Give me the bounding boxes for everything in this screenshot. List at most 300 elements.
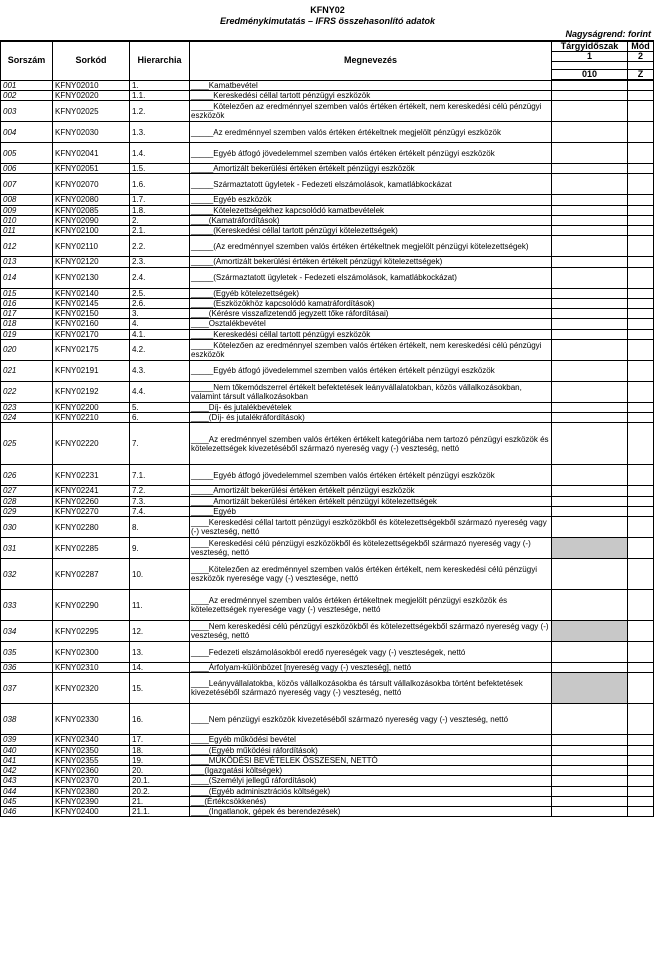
table-row — [1, 766, 654, 776]
row-hierarchia: 11. — [130, 590, 190, 621]
table-row — [1, 796, 654, 806]
row-value-cell[interactable] — [552, 164, 628, 174]
row-value-cell[interactable] — [552, 174, 628, 195]
table-row — [1, 673, 654, 704]
row-hierarchia: 7.3. — [130, 496, 190, 506]
table-row — [1, 195, 654, 205]
row-hierarchia: 1.5. — [130, 164, 190, 174]
table-row — [1, 402, 654, 412]
row-mode-cell[interactable] — [628, 538, 654, 559]
row-sorszam: 016 — [1, 298, 53, 308]
row-value-cell[interactable] — [552, 267, 628, 288]
row-hierarchia: 21.1. — [130, 807, 190, 817]
row-sorkod: KFNY02241 — [53, 486, 130, 496]
row-mode-cell[interactable] — [628, 413, 654, 423]
row-sorkod: KFNY02175 — [53, 339, 130, 360]
row-value-cell[interactable] — [552, 755, 628, 765]
row-hierarchia: 9. — [130, 538, 190, 559]
header-col-number-2: 2 — [628, 52, 654, 62]
table-row — [1, 143, 654, 164]
row-mode-cell[interactable] — [628, 215, 654, 225]
row-sorszam: 015 — [1, 288, 53, 298]
row-sorkod: KFNY02030 — [53, 122, 130, 143]
report-subtitle: Eredménykimutatás – IFRS összehasonlító adatok — [219, 16, 436, 26]
row-megnevezes: _____Származtatott ügyletek - Fedezeti elszámolások, kamatlábkockázat — [190, 174, 552, 195]
row-megnevezes: _____(Kereskedési céllal tartott pénzügyi kötelezettségek) — [190, 226, 552, 236]
row-value-cell[interactable] — [552, 143, 628, 164]
row-sorszam: 044 — [1, 786, 53, 796]
row-megnevezes: _____Kereskedési céllal tartott pénzügyi eszközök — [190, 90, 552, 100]
row-hierarchia: 1.6. — [130, 174, 190, 195]
row-mode-cell[interactable] — [628, 590, 654, 621]
table-row — [1, 205, 654, 215]
row-mode-cell[interactable] — [628, 704, 654, 735]
row-value-cell[interactable] — [552, 329, 628, 339]
row-megnevezes: _____Kötelezően az eredménnyel szemben valós értéken értékelt, nem kereskedési célú pénzügyi eszközök — [190, 339, 552, 360]
row-mode-cell[interactable] — [628, 381, 654, 402]
row-value-cell[interactable] — [552, 796, 628, 806]
row-mode-cell[interactable] — [628, 298, 654, 308]
row-mode-cell[interactable] — [628, 735, 654, 745]
row-value-cell[interactable] — [552, 381, 628, 402]
table-row — [1, 236, 654, 257]
row-sorkod: KFNY02090 — [53, 215, 130, 225]
row-mode-cell[interactable] — [628, 663, 654, 673]
row-mode-cell[interactable] — [628, 80, 654, 90]
row-hierarchia: 2.5. — [130, 288, 190, 298]
row-megnevezes: ___(Igazgatási költségek) — [190, 766, 552, 776]
row-sorszam: 046 — [1, 807, 53, 817]
row-mode-cell[interactable] — [628, 174, 654, 195]
row-mode-cell[interactable] — [628, 807, 654, 817]
row-sorszam: 026 — [1, 465, 53, 486]
row-value-cell[interactable] — [552, 80, 628, 90]
row-sorszam: 033 — [1, 590, 53, 621]
table-row — [1, 786, 654, 796]
row-value-cell[interactable] — [552, 413, 628, 423]
row-sorszam: 021 — [1, 360, 53, 381]
row-megnevezes: ____(Kamatráfordítások) — [190, 215, 552, 225]
table-row — [1, 174, 654, 195]
row-mode-cell[interactable] — [628, 257, 654, 267]
row-hierarchia: 6. — [130, 413, 190, 423]
header-targyidoszak: Tárgyidőszak — [552, 41, 628, 52]
table-row — [1, 80, 654, 90]
row-hierarchia: 10. — [130, 559, 190, 590]
row-megnevezes: ____Egyéb működési bevétel — [190, 735, 552, 745]
row-sorkod: KFNY02110 — [53, 236, 130, 257]
header-mod: Mód — [628, 41, 654, 52]
row-sorszam: 013 — [1, 257, 53, 267]
table-row — [1, 298, 654, 308]
row-sorkod: KFNY02355 — [53, 755, 130, 765]
row-value-cell[interactable] — [552, 423, 628, 465]
row-mode-cell[interactable] — [628, 796, 654, 806]
row-sorkod: KFNY02350 — [53, 745, 130, 755]
table-row — [1, 267, 654, 288]
row-hierarchia: 20. — [130, 766, 190, 776]
row-value-cell[interactable] — [552, 298, 628, 308]
row-sorszam: 041 — [1, 755, 53, 765]
table-row — [1, 807, 654, 817]
row-megnevezes: _____Amortizált bekerülési értéken értékelt pénzügyi eszközök — [190, 486, 552, 496]
row-mode-cell[interactable] — [628, 673, 654, 704]
row-sorszam: 036 — [1, 663, 53, 673]
row-mode-cell[interactable] — [628, 267, 654, 288]
row-megnevezes: ____Kötelezően az eredménnyel szemben valós értéken értékelt, nem kereskedési célú pénzügyi eszközök nyeresége vagy (-) vesztesége, nettó — [190, 559, 552, 590]
row-sorkod: KFNY02010 — [53, 80, 130, 90]
row-sorszam: 023 — [1, 402, 53, 412]
row-sorkod: KFNY02210 — [53, 413, 130, 423]
row-sorszam: 002 — [1, 90, 53, 100]
row-mode-cell[interactable] — [628, 309, 654, 319]
row-value-cell[interactable] — [552, 122, 628, 143]
row-hierarchia: 14. — [130, 663, 190, 673]
row-mode-cell[interactable] — [628, 506, 654, 516]
row-megnevezes: ____MŰKÖDÉSI BEVÉTELEK ÖSSZESEN, NETTÓ — [190, 755, 552, 765]
row-mode-cell[interactable] — [628, 786, 654, 796]
row-hierarchia: 17. — [130, 735, 190, 745]
table-row — [1, 215, 654, 225]
table-row — [1, 339, 654, 360]
row-sorszam: 024 — [1, 413, 53, 423]
row-value-cell[interactable] — [552, 786, 628, 796]
row-sorszam: 038 — [1, 704, 53, 735]
row-sorkod: KFNY02041 — [53, 143, 130, 164]
row-value-cell[interactable] — [552, 559, 628, 590]
row-sorkod: KFNY02300 — [53, 642, 130, 663]
row-sorkod: KFNY02400 — [53, 807, 130, 817]
row-value-cell[interactable] — [552, 309, 628, 319]
header-spacer-1 — [552, 62, 628, 70]
row-value-cell[interactable] — [552, 506, 628, 516]
table-row — [1, 663, 654, 673]
row-megnevezes: ____(Egyéb adminisztrációs költségek) — [190, 786, 552, 796]
row-megnevezes: ____Nem kereskedési célú pénzügyi eszközökből és kötelezettségekből származó nyereség vagy (-) veszteség, nettó — [190, 621, 552, 642]
row-sorkod: KFNY02295 — [53, 621, 130, 642]
row-megnevezes: ____Kereskedési célú pénzügyi eszközökből és kötelezettségekből származó nyereség vagy (-) veszteség, nettó — [190, 538, 552, 559]
row-megnevezes: _____(Eszközökhöz kapcsolódó kamatráfordítások) — [190, 298, 552, 308]
row-value-cell[interactable] — [552, 642, 628, 663]
row-mode-cell[interactable] — [628, 402, 654, 412]
row-sorszam: 031 — [1, 538, 53, 559]
row-sorkod: KFNY02220 — [53, 423, 130, 465]
row-hierarchia: 7.1. — [130, 465, 190, 486]
row-sorkod: KFNY02310 — [53, 663, 130, 673]
table-row — [1, 257, 654, 267]
row-megnevezes: ____(Kérésre visszafizetendő jegyzett tőke ráfordításai) — [190, 309, 552, 319]
table-row — [1, 486, 654, 496]
row-value-cell[interactable] — [552, 673, 628, 704]
row-value-cell[interactable] — [552, 486, 628, 496]
row-mode-cell[interactable] — [628, 642, 654, 663]
table-header — [1, 41, 654, 80]
report-title: KFNY02 — [310, 5, 345, 15]
row-value-cell[interactable] — [552, 226, 628, 236]
row-megnevezes: _____Kötelezettségekhez kapcsolódó kamatbevételek — [190, 205, 552, 215]
row-megnevezes: _____Egyéb átfogó jövedelemmel szemben valós értéken értékelt pénzügyi eszközök — [190, 360, 552, 381]
report-table — [0, 40, 654, 817]
table-row — [1, 465, 654, 486]
row-sorkod: KFNY02100 — [53, 226, 130, 236]
row-sorkod: KFNY02330 — [53, 704, 130, 735]
row-mode-cell[interactable] — [628, 766, 654, 776]
row-megnevezes: ____(Ingatlanok, gépek és berendezések) — [190, 807, 552, 817]
table-row — [1, 164, 654, 174]
row-mode-cell[interactable] — [628, 90, 654, 100]
header-sorszam: Sorszám — [1, 41, 53, 80]
row-megnevezes: _____Egyéb átfogó jövedelemmel szemben valós értéken értékelt pénzügyi eszközök — [190, 465, 552, 486]
row-sorszam: 019 — [1, 329, 53, 339]
row-value-cell[interactable] — [552, 766, 628, 776]
row-sorkod: KFNY02051 — [53, 164, 130, 174]
row-value-cell[interactable] — [552, 517, 628, 538]
row-sorszam: 043 — [1, 776, 53, 786]
row-mode-cell[interactable] — [628, 195, 654, 205]
row-sorszam: 040 — [1, 745, 53, 755]
row-mode-cell[interactable] — [628, 205, 654, 215]
row-hierarchia: 2.1. — [130, 226, 190, 236]
row-mode-cell[interactable] — [628, 122, 654, 143]
table-row — [1, 776, 654, 786]
row-mode-cell[interactable] — [628, 339, 654, 360]
row-value-cell[interactable] — [552, 339, 628, 360]
header-col-code-2: Z — [628, 70, 654, 81]
row-hierarchia: 13. — [130, 642, 190, 663]
row-value-cell[interactable] — [552, 288, 628, 298]
table-row — [1, 755, 654, 765]
row-sorszam: 034 — [1, 621, 53, 642]
row-mode-cell[interactable] — [628, 329, 654, 339]
row-sorszam: 020 — [1, 339, 53, 360]
row-sorszam: 037 — [1, 673, 53, 704]
row-sorkod: KFNY02145 — [53, 298, 130, 308]
row-mode-cell[interactable] — [628, 423, 654, 465]
row-megnevezes: ____Az eredménnyel szemben valós értéken értékelt kategóriába nem tartozó pénzügyi eszközök és kötelezettségek kivezetéséből származó nyereség vagy (-) veszteség, nettó — [190, 423, 552, 465]
row-value-cell[interactable] — [552, 776, 628, 786]
row-value-cell[interactable] — [552, 465, 628, 486]
row-mode-cell[interactable] — [628, 226, 654, 236]
table-row — [1, 90, 654, 100]
unit-note: Nagyságrend: forint — [565, 29, 651, 39]
row-hierarchia: 7.2. — [130, 486, 190, 496]
row-sorszam: 030 — [1, 517, 53, 538]
table-row — [1, 704, 654, 735]
row-value-cell[interactable] — [552, 257, 628, 267]
row-sorszam: 027 — [1, 486, 53, 496]
row-value-cell[interactable] — [552, 236, 628, 257]
table-row — [1, 621, 654, 642]
row-mode-cell[interactable] — [628, 755, 654, 765]
row-sorkod: KFNY02085 — [53, 205, 130, 215]
row-sorszam: 039 — [1, 735, 53, 745]
row-value-cell[interactable] — [552, 319, 628, 329]
row-mode-cell[interactable] — [628, 517, 654, 538]
row-hierarchia: 1.3. — [130, 122, 190, 143]
table-row — [1, 590, 654, 621]
table-row — [1, 506, 654, 516]
row-sorszam: 035 — [1, 642, 53, 663]
row-hierarchia: 2.4. — [130, 267, 190, 288]
row-megnevezes: ____Kamatbevétel — [190, 80, 552, 90]
row-value-cell[interactable] — [552, 360, 628, 381]
table-row — [1, 122, 654, 143]
row-mode-cell[interactable] — [628, 745, 654, 755]
row-value-cell[interactable] — [552, 704, 628, 735]
table-row — [1, 226, 654, 236]
row-sorszam: 001 — [1, 80, 53, 90]
row-megnevezes: _____Az eredménnyel szemben valós értéken értékeltnek megjelölt pénzügyi eszközök — [190, 122, 552, 143]
row-sorszam: 012 — [1, 236, 53, 257]
row-sorszam: 009 — [1, 205, 53, 215]
row-sorkod: KFNY02285 — [53, 538, 130, 559]
row-sorkod: KFNY02260 — [53, 496, 130, 506]
row-value-cell[interactable] — [552, 402, 628, 412]
table-body — [1, 80, 654, 817]
row-hierarchia: 8. — [130, 517, 190, 538]
row-sorszam: 017 — [1, 309, 53, 319]
row-sorkod: KFNY02025 — [53, 101, 130, 122]
row-megnevezes: _____(Egyéb kötelezettségek) — [190, 288, 552, 298]
row-megnevezes: ___(Értékcsökkenés) — [190, 796, 552, 806]
table-row — [1, 309, 654, 319]
row-megnevezes: ____(Személyi jellegű ráfordítások) — [190, 776, 552, 786]
header-spacer-2 — [628, 62, 654, 70]
row-hierarchia: 20.1. — [130, 776, 190, 786]
row-hierarchia: 2.3. — [130, 257, 190, 267]
row-sorkod: KFNY02390 — [53, 796, 130, 806]
row-hierarchia: 4.4. — [130, 381, 190, 402]
row-hierarchia: 1.4. — [130, 143, 190, 164]
row-megnevezes: ____Leányvállalatokba, közös vállalkozásokba és társult vállalkozásokba történt befektetések kivezetéséből származó nyereség vagy (-) veszteség, nettó — [190, 673, 552, 704]
row-megnevezes: _____(Amortizált bekerülési értéken értékelt pénzügyi kötelezettségek) — [190, 257, 552, 267]
row-sorkod: KFNY02120 — [53, 257, 130, 267]
row-mode-cell[interactable] — [628, 776, 654, 786]
row-sorszam: 022 — [1, 381, 53, 402]
row-mode-cell[interactable] — [628, 496, 654, 506]
row-sorkod: KFNY02280 — [53, 517, 130, 538]
row-hierarchia: 7.4. — [130, 506, 190, 516]
row-megnevezes: ____Osztalékbevétel — [190, 319, 552, 329]
row-sorszam: 004 — [1, 122, 53, 143]
row-megnevezes: _____Kötelezően az eredménnyel szemben valós értéken értékelt, nem kereskedési célú pénzügyi eszközök — [190, 101, 552, 122]
row-hierarchia: 7. — [130, 423, 190, 465]
row-sorkod: KFNY02150 — [53, 309, 130, 319]
row-sorkod: KFNY02070 — [53, 174, 130, 195]
row-sorkod: KFNY02360 — [53, 766, 130, 776]
row-sorszam: 010 — [1, 215, 53, 225]
row-sorkod: KFNY02231 — [53, 465, 130, 486]
row-hierarchia: 2. — [130, 215, 190, 225]
row-value-cell[interactable] — [552, 496, 628, 506]
row-hierarchia: 5. — [130, 402, 190, 412]
row-hierarchia: 19. — [130, 755, 190, 765]
table-row — [1, 329, 654, 339]
row-sorkod: KFNY02170 — [53, 329, 130, 339]
row-mode-cell[interactable] — [628, 164, 654, 174]
row-value-cell[interactable] — [552, 538, 628, 559]
row-sorkod: KFNY02200 — [53, 402, 130, 412]
table-row — [1, 517, 654, 538]
table-row — [1, 559, 654, 590]
row-value-cell[interactable] — [552, 663, 628, 673]
row-sorkod: KFNY02370 — [53, 776, 130, 786]
row-sorszam: 042 — [1, 766, 53, 776]
table-row — [1, 360, 654, 381]
table-row — [1, 413, 654, 423]
row-value-cell[interactable] — [552, 745, 628, 755]
row-value-cell[interactable] — [552, 590, 628, 621]
row-mode-cell[interactable] — [628, 288, 654, 298]
row-hierarchia: 18. — [130, 745, 190, 755]
row-megnevezes: _____Egyéb eszközök — [190, 195, 552, 205]
row-hierarchia: 3. — [130, 309, 190, 319]
table-row — [1, 538, 654, 559]
header-megnevezes: Megnevezés — [190, 41, 552, 80]
row-mode-cell[interactable] — [628, 486, 654, 496]
row-sorszam: 045 — [1, 796, 53, 806]
row-megnevezes: _____Kereskedési céllal tartott pénzügyi eszközök — [190, 329, 552, 339]
row-hierarchia: 4.1. — [130, 329, 190, 339]
row-mode-cell[interactable] — [628, 465, 654, 486]
row-value-cell[interactable] — [552, 90, 628, 100]
row-sorszam: 014 — [1, 267, 53, 288]
row-value-cell[interactable] — [552, 807, 628, 817]
table-row — [1, 381, 654, 402]
row-mode-cell[interactable] — [628, 621, 654, 642]
header-col-number-1: 1 — [552, 52, 628, 62]
row-sorszam: 029 — [1, 506, 53, 516]
row-hierarchia: 16. — [130, 704, 190, 735]
row-value-cell[interactable] — [552, 621, 628, 642]
row-sorkod: KFNY02320 — [53, 673, 130, 704]
table-row — [1, 288, 654, 298]
row-sorszam: 028 — [1, 496, 53, 506]
table-row — [1, 101, 654, 122]
row-mode-cell[interactable] — [628, 559, 654, 590]
row-mode-cell[interactable] — [628, 319, 654, 329]
row-megnevezes: _____Nem tőkemódszerrel értékelt befektetések leányvállalatokban, közös vállalkozásokban, valamint társult vállalkozásokban — [190, 381, 552, 402]
row-sorszam: 032 — [1, 559, 53, 590]
row-sorkod: KFNY02191 — [53, 360, 130, 381]
row-hierarchia: 15. — [130, 673, 190, 704]
row-mode-cell[interactable] — [628, 143, 654, 164]
row-value-cell[interactable] — [552, 735, 628, 745]
row-hierarchia: 1.7. — [130, 195, 190, 205]
header-col-code-1: 010 — [552, 70, 628, 81]
row-megnevezes: ____(Díj- és jutalékráfordítások) — [190, 413, 552, 423]
row-hierarchia: 20.2. — [130, 786, 190, 796]
row-sorszam: 005 — [1, 143, 53, 164]
row-sorszam: 008 — [1, 195, 53, 205]
row-value-cell[interactable] — [552, 101, 628, 122]
row-sorkod: KFNY02290 — [53, 590, 130, 621]
row-mode-cell[interactable] — [628, 236, 654, 257]
row-sorszam: 007 — [1, 174, 53, 195]
row-value-cell[interactable] — [552, 215, 628, 225]
row-value-cell[interactable] — [552, 195, 628, 205]
row-hierarchia: 4.2. — [130, 339, 190, 360]
row-megnevezes: ____Fedezeti elszámolásokból eredő nyereségek vagy (-) veszteségek, nettó — [190, 642, 552, 663]
row-mode-cell[interactable] — [628, 101, 654, 122]
row-hierarchia: 2.2. — [130, 236, 190, 257]
row-mode-cell[interactable] — [628, 360, 654, 381]
table-row — [1, 423, 654, 465]
row-megnevezes: ____Az eredménnyel szemben valós értéken értékeltnek megjelölt pénzügyi eszközök és kötelezettségek nyeresége vagy (-) vesztesége, nettó — [190, 590, 552, 621]
row-megnevezes: ____Kereskedési céllal tartott pénzügyi eszközökből és kötelezettségekből származó nyereség vagy (-) veszteség, nettó — [190, 517, 552, 538]
row-megnevezes: ____Árfolyam-különbözet [nyereség vagy (-) veszteség], nettó — [190, 663, 552, 673]
row-value-cell[interactable] — [552, 205, 628, 215]
